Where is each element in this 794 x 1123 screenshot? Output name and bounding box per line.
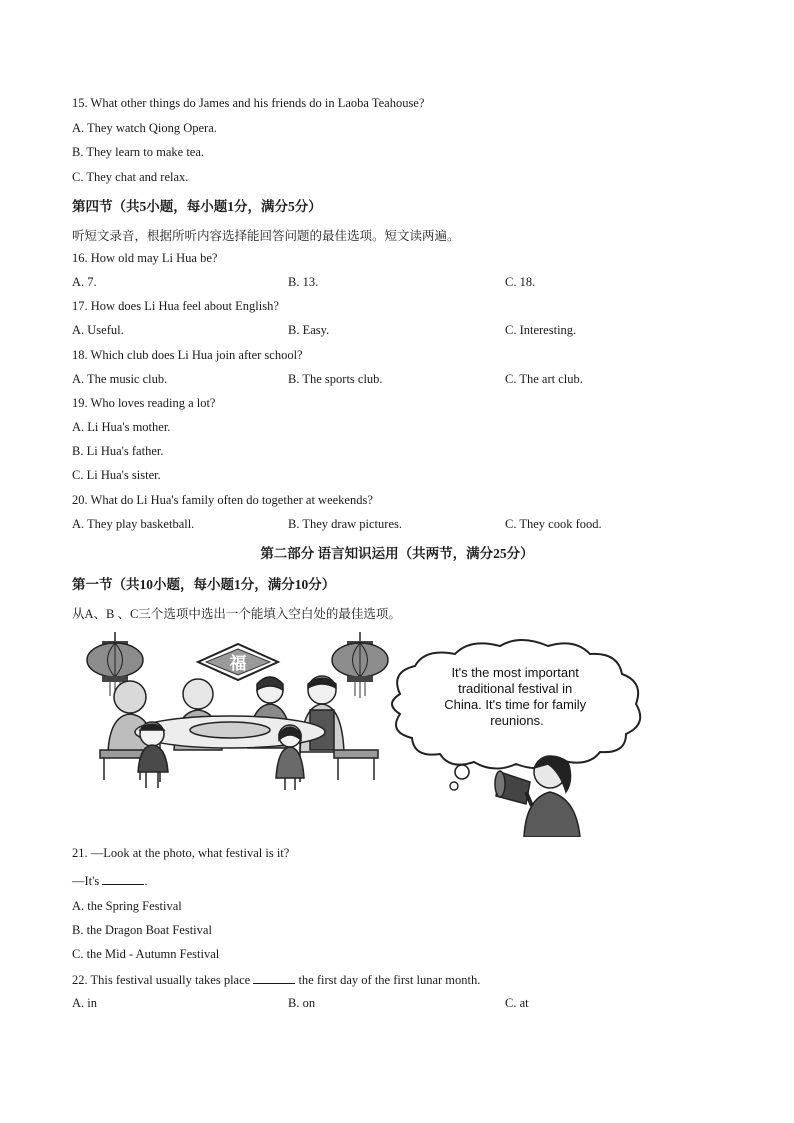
option-b: B. 13. bbox=[288, 275, 319, 289]
festival-illustration bbox=[70, 632, 650, 837]
question-19: 19. Who loves reading a lot? bbox=[72, 396, 216, 410]
option-b: B. They draw pictures. bbox=[288, 517, 402, 531]
section-heading: 第一节（共10小题，每小题1分，满分10分） bbox=[72, 577, 336, 592]
section-instruction: 从A、B 、C三个选项中选出一个能填入空白处的最佳选项。 bbox=[72, 607, 401, 621]
option-c: C. The art club. bbox=[505, 372, 583, 386]
option-c: C. Li Hua's sister. bbox=[72, 468, 161, 482]
option-b: B. The sports club. bbox=[288, 372, 383, 386]
answer-blank bbox=[102, 873, 144, 885]
part-title: 第二部分 语言知识运用（共两节，满分25分） bbox=[260, 546, 534, 561]
fu-character-decoration bbox=[198, 644, 278, 680]
option-a: A. The music club. bbox=[72, 372, 168, 386]
option-b: B. the Dragon Boat Festival bbox=[72, 923, 212, 937]
option-c: C. Interesting. bbox=[505, 323, 577, 337]
option-a: A. They play basketball. bbox=[72, 517, 195, 531]
speech-bubble bbox=[392, 640, 640, 790]
option-b: B. They learn to make tea. bbox=[72, 145, 205, 159]
answer-prefix: —It's bbox=[72, 874, 103, 888]
option-a: A. 7. bbox=[72, 275, 97, 289]
option-b: B. on bbox=[288, 996, 316, 1010]
question-21: 21. —Look at the photo, what festival is it? bbox=[72, 846, 290, 860]
option-a: A. Useful. bbox=[72, 323, 124, 337]
question-20: 20. What do Li Hua's family often do together at weekends? bbox=[72, 493, 373, 507]
answer-blank bbox=[253, 972, 295, 984]
speech-text-line: China. It's time for family bbox=[444, 697, 587, 712]
option-c: C. They chat and relax. bbox=[72, 170, 189, 184]
speech-text-line: reunions. bbox=[490, 713, 544, 728]
section-heading: 第四节（共5小题，每小题1分，满分5分） bbox=[72, 199, 322, 214]
question-prefix: 22. This festival usually takes place bbox=[72, 973, 254, 987]
family-figures bbox=[100, 676, 378, 790]
lantern-icon bbox=[332, 632, 388, 698]
option-c: C. the Mid - Autumn Festival bbox=[72, 947, 220, 961]
option-a: A. They watch Qiong Opera. bbox=[72, 121, 217, 135]
option-b: B. Li Hua's father. bbox=[72, 444, 164, 458]
question-21-answer-line bbox=[72, 873, 148, 889]
question-22 bbox=[72, 972, 480, 988]
section-instruction: 听短文录音，根据所听内容选择能回答问题的最佳选项。短文读两遍。 bbox=[72, 229, 460, 243]
option-a: A. Li Hua's mother. bbox=[72, 420, 171, 434]
option-c: C. at bbox=[505, 996, 529, 1010]
option-b: B. Easy. bbox=[288, 323, 330, 337]
option-c: C. 18. bbox=[505, 275, 536, 289]
answer-suffix: . bbox=[144, 874, 148, 888]
question-17: 17. How does Li Hua feel about English? bbox=[72, 299, 279, 313]
fu-character: 福 bbox=[229, 654, 247, 674]
question-suffix: the first day of the first lunar month. bbox=[295, 973, 481, 987]
option-a: A. in bbox=[72, 996, 97, 1010]
option-a: A. the Spring Festival bbox=[72, 899, 182, 913]
speech-text-line: It's the most important bbox=[451, 665, 579, 680]
question-15: 15. What other things do James and his friends do in Laoba Teahouse? bbox=[72, 96, 425, 110]
megaphone-woman bbox=[495, 756, 580, 837]
question-18: 18. Which club does Li Hua join after school? bbox=[72, 348, 303, 362]
question-16: 16. How old may Li Hua be? bbox=[72, 251, 218, 265]
speech-text-line: traditional festival in bbox=[458, 681, 573, 696]
option-c: C. They cook food. bbox=[505, 517, 602, 531]
